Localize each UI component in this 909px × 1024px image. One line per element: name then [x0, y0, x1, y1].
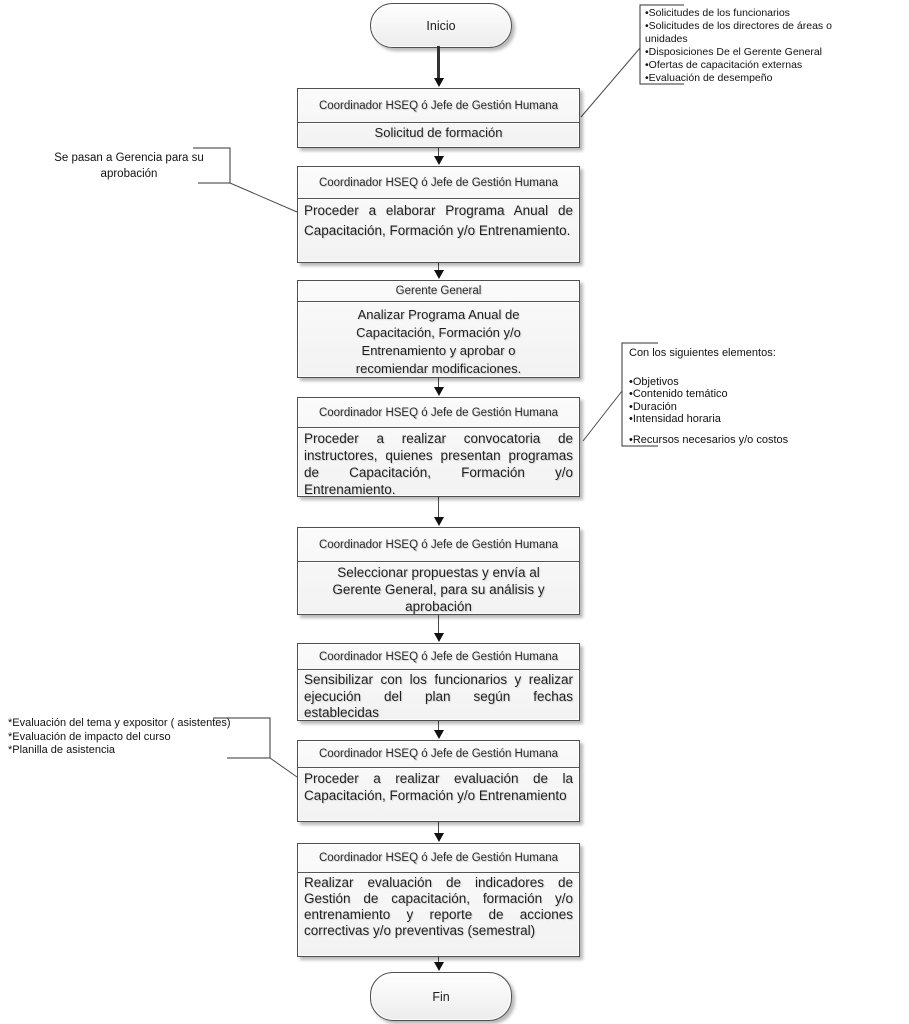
- process-box-header: Coordinador HSEQ ó Jefe de Gestión Humana: [298, 844, 579, 873]
- process-box-body: Sensibilizar con los funcionarios y realizar ejecución del plan según fechas establecidas: [304, 672, 573, 720]
- process-box-header: Coordinador HSEQ ó Jefe de Gestión Humana: [298, 644, 579, 670]
- inputs-note-connector: [581, 48, 640, 117]
- note-item: •Intensidad horaria: [629, 413, 721, 425]
- arrowhead-icon: [434, 517, 444, 526]
- arrowhead-icon: [434, 270, 444, 279]
- arrowhead-icon: [434, 833, 444, 842]
- process-box-body: Seleccionar propuestas y envía al Gerente General, para su análisis y aprobación: [332, 565, 545, 614]
- process-box-seleccionar-propuestas: [297, 527, 580, 615]
- end-terminal-label: Fin: [432, 989, 450, 1004]
- process-box-body: Analizar Programa Anual de Capacitación, Formación y/o Entrenamiento y aprobar o recomiendar modificaciones.: [355, 307, 522, 376]
- arrowhead-icon: [434, 730, 444, 739]
- flow-arrow-8: [433, 822, 444, 842]
- flow-arrow-9: [433, 957, 444, 971]
- process-box-header: Gerente General: [298, 281, 579, 302]
- note-item: •Objetivos: [629, 375, 679, 388]
- arrowhead-icon: [434, 156, 444, 165]
- process-box-body: Proceder a elaborar Programa Anual de Capacitación, Formación y/o Entrenamiento.: [304, 203, 573, 238]
- evaluation-note-connector: [270, 758, 297, 777]
- process-box-header: Coordinador HSEQ ó Jefe de Gestión Humana: [298, 528, 579, 562]
- note-item: •Solicitudes de los funcionarios: [645, 7, 790, 19]
- arrowhead-icon: [434, 633, 444, 642]
- arrowhead-icon: [434, 78, 444, 87]
- approval-note: [28, 150, 230, 182]
- process-box-body: Realizar evaluación de indicadores de Gestión de capacitación, formación y/o entrenamiento y reporte de acciones correctivas y/o preventivas (semestral): [304, 875, 573, 938]
- start-terminal-label: Inicio: [426, 18, 456, 33]
- arrowhead-icon: [434, 387, 444, 396]
- note-item: •Disposiciones De el Gerente General: [645, 46, 823, 58]
- process-box-indicadores: [297, 843, 580, 957]
- elements-note: [629, 347, 859, 446]
- process-box-header: Coordinador HSEQ ó Jefe de Gestión Humana: [298, 741, 579, 768]
- approval-note-connector: [230, 183, 297, 212]
- inputs-note: [645, 7, 870, 85]
- flow-arrow-4: [433, 378, 444, 396]
- evaluation-note: [8, 717, 270, 758]
- arrowhead-icon: [434, 962, 444, 971]
- note-item: •Contenido temático: [629, 388, 728, 400]
- note-item: *Evaluación del tema y expositor ( asistentes): [8, 717, 231, 729]
- process-box-body: Proceder a realizar convocatoria de instructores, quienes presentan programas de Capacitación, Formación y/o Entrenamiento.: [304, 431, 573, 496]
- note-item: *Planilla de asistencia: [8, 744, 116, 756]
- note-item: •Ofertas de capacitación externas: [645, 59, 803, 71]
- flow-arrow-7: [433, 721, 444, 739]
- note-title: Con los siguientes elementos:: [629, 347, 776, 359]
- process-box-elaborar-programa: [297, 166, 580, 263]
- note-item: •Duración: [629, 400, 677, 413]
- flow-arrow-1: [433, 46, 444, 87]
- note-item: •Recursos necesarios y/o costos: [629, 433, 789, 446]
- process-box-body: Solicitud de formación: [374, 125, 503, 140]
- process-box-header: Coordinador HSEQ ó Jefe de Gestión Humana: [298, 167, 579, 199]
- flow-arrow-2: [433, 148, 444, 165]
- end-terminal: [370, 972, 512, 1021]
- process-box-analizar-programa: [297, 280, 580, 378]
- start-terminal: [370, 3, 512, 48]
- process-box-header: Coordinador HSEQ ó Jefe de Gestión Humana: [298, 398, 579, 428]
- note-item: •Evaluación de desempeño: [645, 72, 773, 84]
- flow-arrow-3: [433, 263, 444, 279]
- process-box-solicitud: [297, 88, 580, 148]
- process-box-body: Proceder a realizar evaluación de la Capacitación, Formación y/o Entrenamiento: [304, 771, 573, 803]
- elements-note-connector: [583, 391, 622, 441]
- process-box-convocatoria: [297, 397, 580, 497]
- note-text: Se pasan a Gerencia para su aprobación: [54, 152, 204, 180]
- note-item: *Evaluación de impacto del curso: [8, 730, 171, 743]
- flow-arrow-6: [433, 615, 444, 642]
- process-box-header: Coordinador HSEQ ó Jefe de Gestión Humana: [298, 89, 579, 123]
- note-item: •Solicitudes de los directores de áreas o unidades: [645, 20, 832, 45]
- process-box-sensibilizar: [297, 643, 580, 721]
- process-box-evaluacion-capacitacion: [297, 740, 580, 822]
- flow-arrow-5: [433, 497, 444, 526]
